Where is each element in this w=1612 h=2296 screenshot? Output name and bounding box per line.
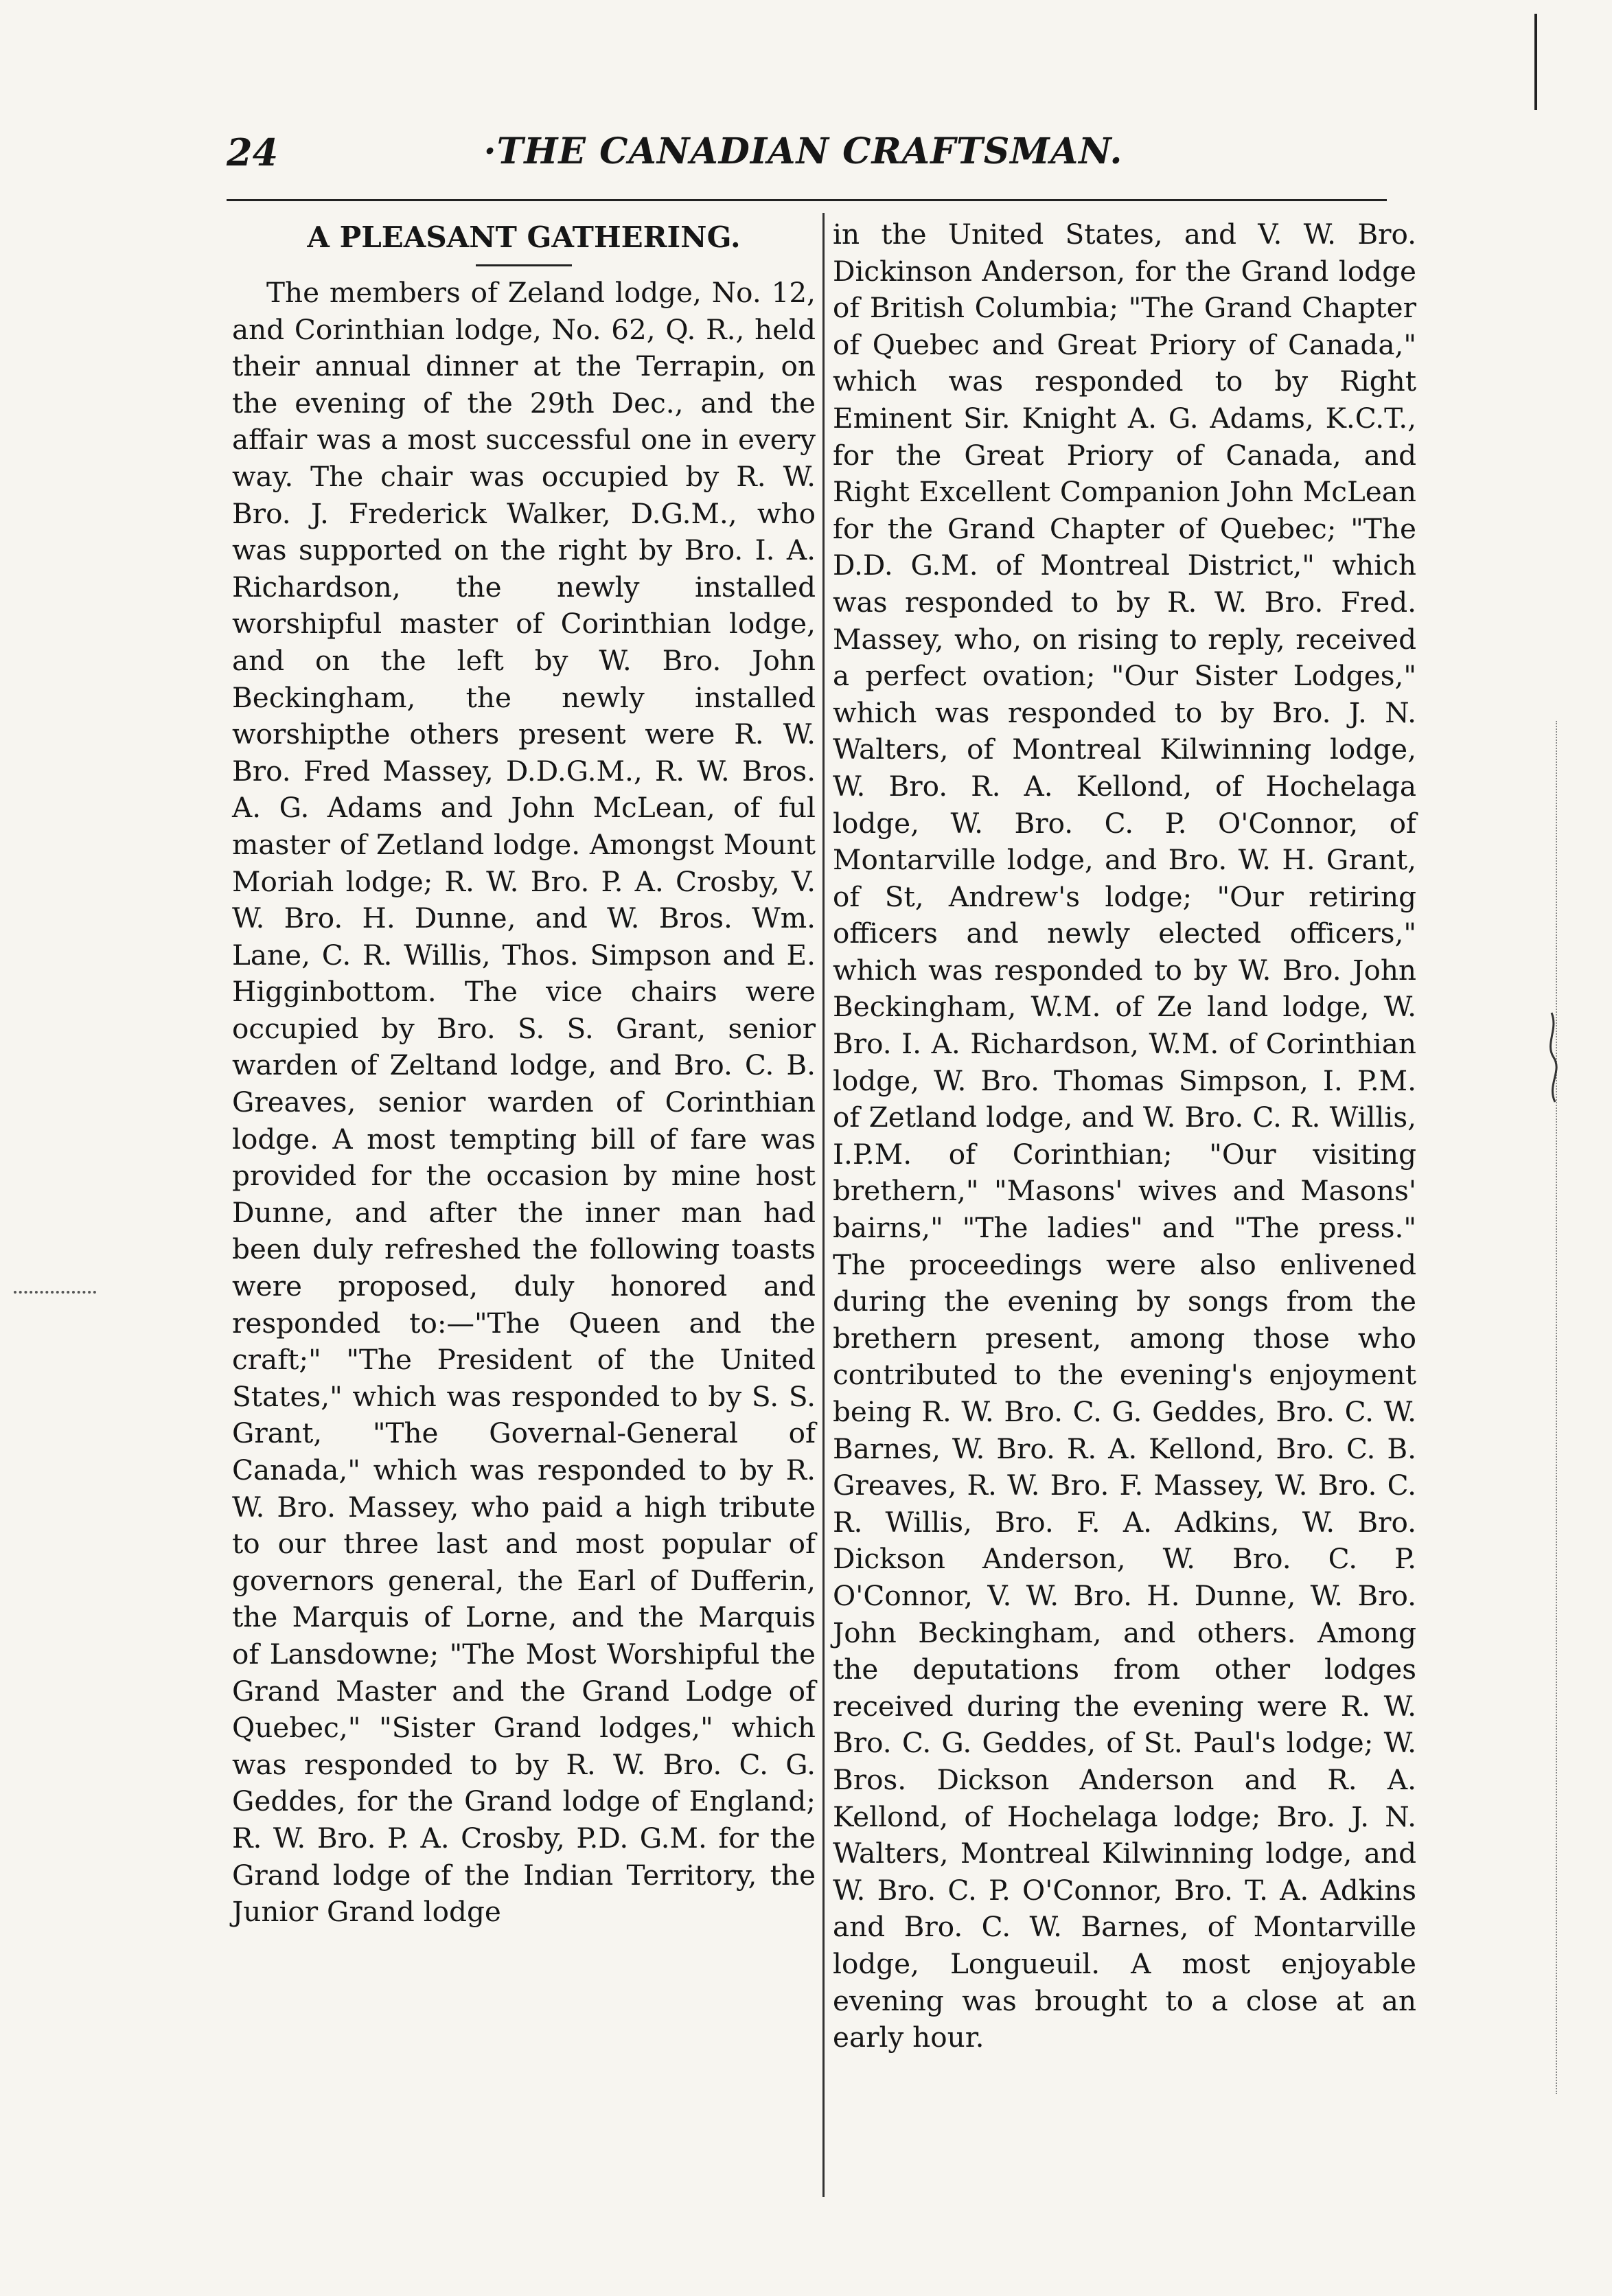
article-title: A PLEASANT GATHERING. <box>307 220 741 254</box>
title-rule <box>476 264 572 266</box>
left-column <box>232 216 816 2207</box>
margin-mark-top <box>1534 14 1544 110</box>
article-body-left: The members of Zeland lodge, No. 12, and Corinthian lodge, No. 62, Q. R., held their annual dinner at the Terrapin, on the evening of the 29th Dec., and the affair was a most successful one in every way. The chair was occupied by R. W. Bro. J. Frederick Walker, D.G.M., who was supported on the right by Bro. I. A. Richardson, the newly installed worshipful master of Corinthian lodge, and on the left by W. Bro. John Beckingham, the newly installed worshipthe others present were R. W. Bro. Fred Massey, D.D.G.M., R. W. Bros. A. G. Adams and John McLean, of ful master of Zetland lodge. Amongst Mount Moriah lodge; R. W. Bro. P. A. Crosby, V. W. Bro. H. Dunne, and W. Bros. Wm. Lane, C. R. Willis, Thos. Simpson and E. Higginbottom. The vice chairs were occupied by Bro. S. S. Grant, senior warden of Zeltand lodge, and Bro. C. B. Greaves, senior warden of Corinthian lodge. A most tempting bill of fare was provided for the occasion by mine host Dunne, and after the inner man had been duly refreshed the following toasts were proposed, duly honored and responded to:—"The Queen and the craft;" "The President of the United States," which was responded to by S. S. Grant, "The Governal-General of Canada," which was responded to by R. W. Bro. Massey, who paid a high tribute to our three last and most popular of governors general, the Earl of Dufferin, the Marquis of Lorne, and the Marquis of Lansdowne; "The Most Worshipful the Grand Master and the Grand Lodge of Quebec," "Sister Grand lodges," which was responded to by R. W. Bro. C. G. Geddes, for the Grand lodge of England; R. W. Bro. P. A. Crosby, P.D. G.M. for the Grand lodge of the Indian Territory, the Junior Grand lodge <box>232 276 816 1929</box>
article-body-right: in the United States, and V. W. Bro. Dickinson Anderson, for the Grand lodge of British Columbia; "The Grand Chapter of Quebec and Great Priory of Canada," which was responded to by Right Eminent Sir. Knight A. G. Adams, K.C.T., for the Great Priory of Canada, and Right Excellent Companion John McLean for the Grand Chapter of Quebec; "The D.D. G.M. of Montreal District," which was responded to by R. W. Bro. Fred. Massey, who, on rising to reply, received a perfect ovation; "Our Sister Lodges," which was responded to by Bro. J. N. Walters, of Montreal Kilwinning lodge, W. Bro. R. A. Kellond, of Hochelaga lodge, W. Bro. C. P. O'Connor, of Montarville lodge, and Bro. W. H. Grant, of St, Andrew's lodge; "Our retiring officers and newly elected officers," which was responded to by W. Bro. John Beckingham, W.M. of Ze land lodge, W. Bro. I. A. Richardson, W.M. of Corinthian lodge, W. Bro. Thomas Simpson, I. P.M. of Zetland lodge, and W. Bro. C. R. Willis, I.P.M. of Corinthian; "Our visiting brethern," "Masons' wives and Masons' bairns," "The ladies" and "The press." The proceedings were also enlivened during the evening by songs from the brethern present, among those who contributed to the evening's enjoyment being R. W. Bro. C. G. Geddes, Bro. C. W. Barnes, W. Bro. R. A. Kellond, Bro. C. B. Greaves, R. W. Bro. F. Massey, W. Bro. C. R. Willis, Bro. F. A. Adkins, W. Bro. Dickson Anderson, W. Bro. C. P. O'Connor, V. W. Bro. H. Dunne, W. Bro. John Beckingham, and others. Among the deputations from other lodges received during the evening were R. W. Bro. C. G. Geddes, of St. Paul's lodge; W. Bros. Dickson Anderson and R. A. Kellond, of Hochelaga lodge; Bro. J. N. Walters, Montreal Kilwinning lodge, and W. Bro. C. P. O'Connor, Bro. T. A. Adkins and Bro. C. W. Barnes, of Montarville lodge, Longueuil. A most enjoyable evening was brought to a close at an early hour. <box>833 218 1416 2054</box>
margin-scribble <box>1541 1009 1562 1105</box>
margin-dots <box>14 1291 96 1294</box>
header-rule <box>227 199 1387 201</box>
column-divider <box>822 213 825 2197</box>
right-column <box>833 216 1416 2207</box>
page-header <box>227 130 1380 192</box>
margin-dotted-line <box>1556 721 1558 2094</box>
running-title: ·THE CANADIAN CRAFTSMAN. <box>483 130 1123 172</box>
page-number: 24 <box>227 130 279 174</box>
